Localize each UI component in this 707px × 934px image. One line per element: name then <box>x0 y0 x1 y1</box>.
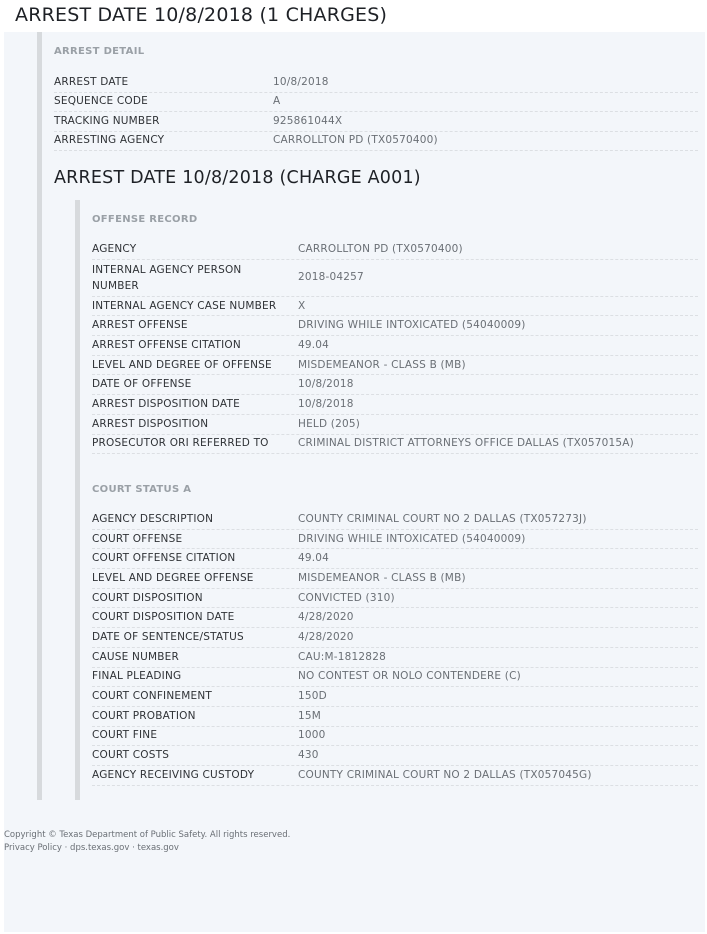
table-row <box>92 746 698 766</box>
field-label: ARREST OFFENSE <box>92 319 188 332</box>
field-label: COURT COSTS <box>92 749 170 762</box>
court-status-label: COURT STATUS A <box>92 484 192 495</box>
table-row <box>92 356 698 376</box>
field-value: DRIVING WHILE INTOXICATED (54040009) <box>298 532 526 545</box>
table-row <box>92 589 698 609</box>
field-label: LEVEL AND DEGREE OF OFFENSE <box>92 358 272 371</box>
field-value: CONVICTED (310) <box>298 591 395 604</box>
privacy-policy-link[interactable]: Privacy Policy <box>4 842 62 853</box>
field-value: HELD (205) <box>298 417 361 430</box>
copyright-text: Copyright © Texas Department of Public Safety. All rights reserved. <box>4 830 291 840</box>
charge-section-rule <box>75 200 80 800</box>
court-status-table <box>92 510 698 786</box>
table-row <box>92 687 698 707</box>
field-label: FINAL PLEADING <box>92 670 182 683</box>
field-value: CARROLLTON PD (TX0570400) <box>273 134 438 147</box>
field-value: NO CONTEST OR NOLO CONTENDERE (C) <box>298 670 521 683</box>
link-separator: · <box>132 842 135 853</box>
field-value: 10/8/2018 <box>273 75 329 88</box>
field-label: INTERNAL AGENCY CASE NUMBER <box>92 299 277 312</box>
field-value: 10/8/2018 <box>298 397 354 410</box>
field-value: 15M <box>298 709 322 722</box>
arrest-detail-label: ARREST DETAIL <box>54 46 145 57</box>
field-value: 10/8/2018 <box>298 378 354 391</box>
field-value: DRIVING WHILE INTOXICATED (54040009) <box>298 319 526 332</box>
field-label: ARREST DISPOSITION DATE <box>92 397 240 410</box>
table-row <box>92 510 698 530</box>
table-row <box>54 132 698 152</box>
field-label: COURT DISPOSITION DATE <box>92 611 235 624</box>
field-value: COUNTY CRIMINAL COURT NO 2 DALLAS (TX057045G) <box>298 768 592 781</box>
field-value: A <box>273 95 281 108</box>
field-label: AGENCY RECEIVING CUSTODY <box>92 768 255 781</box>
field-value: MISDEMEANOR - CLASS B (MB) <box>298 571 466 584</box>
field-value: 4/28/2020 <box>298 630 354 643</box>
field-label: COURT OFFENSE CITATION <box>92 552 236 565</box>
field-label: COURT FINE <box>92 729 158 742</box>
field-label: ARRESTING AGENCY <box>54 134 165 147</box>
field-value: 150D <box>298 690 327 703</box>
offense-record-label: OFFENSE RECORD <box>92 214 198 225</box>
field-value: 430 <box>298 749 319 762</box>
table-row <box>92 435 698 455</box>
field-label: COURT PROBATION <box>92 709 196 722</box>
field-value: CRIMINAL DISTRICT ATTORNEYS OFFICE DALLAS (TX057015A) <box>298 437 634 450</box>
table-row <box>54 112 698 132</box>
arrest-section-rule <box>37 32 42 800</box>
table-row <box>92 766 698 786</box>
table-row <box>92 648 698 668</box>
field-value: COUNTY CRIMINAL COURT NO 2 DALLAS (TX057273J) <box>298 512 587 525</box>
page-title: ARREST DATE 10/8/2018 (1 CHARGES) <box>15 4 388 26</box>
table-row <box>92 668 698 688</box>
offense-record-table <box>92 240 698 454</box>
dps-site-link[interactable]: dps.texas.gov <box>70 842 130 853</box>
field-label: TRACKING NUMBER <box>54 114 160 127</box>
table-row <box>92 530 698 550</box>
table-row <box>54 93 698 113</box>
field-label: COURT CONFINEMENT <box>92 690 213 703</box>
field-value: 49.04 <box>298 552 330 565</box>
table-row <box>92 297 698 317</box>
field-value: 4/28/2020 <box>298 611 354 624</box>
field-value: 1000 <box>298 729 326 742</box>
table-row <box>92 240 698 260</box>
table-row <box>92 569 698 589</box>
field-label: SEQUENCE CODE <box>54 95 148 108</box>
field-value: MISDEMEANOR - CLASS B (MB) <box>298 358 466 371</box>
field-label: PROSECUTOR ORI REFERRED TO <box>92 437 269 450</box>
footer-links <box>4 842 290 855</box>
field-value: 925861044X <box>273 114 343 127</box>
table-row <box>92 336 698 356</box>
field-value: CARROLLTON PD (TX0570400) <box>298 242 463 255</box>
field-value: CAU:M-1812828 <box>298 650 386 663</box>
field-label: COURT DISPOSITION <box>92 591 203 604</box>
page-footer <box>4 829 290 854</box>
field-label: AGENCY <box>92 242 137 255</box>
field-label: CAUSE NUMBER <box>92 650 179 663</box>
field-label: LEVEL AND DEGREE OFFENSE <box>92 571 254 584</box>
field-value: 49.04 <box>298 338 330 351</box>
arrest-detail-table <box>54 73 698 151</box>
table-row <box>92 415 698 435</box>
table-row <box>92 727 698 747</box>
field-label: DATE OF SENTENCE/STATUS <box>92 630 244 643</box>
table-row <box>92 395 698 415</box>
charge-title: ARREST DATE 10/8/2018 (CHARGE A001) <box>54 168 421 188</box>
table-row <box>92 316 698 336</box>
table-row <box>92 707 698 727</box>
field-label: ARREST DATE <box>54 75 129 88</box>
field-label: AGENCY DESCRIPTION <box>92 512 214 525</box>
table-row <box>92 375 698 395</box>
field-label: INTERNAL AGENCY PERSON NUMBER <box>92 263 242 292</box>
table-row <box>92 549 698 569</box>
texas-site-link[interactable]: texas.gov <box>137 842 179 853</box>
table-row <box>92 608 698 628</box>
link-separator: · <box>64 842 68 853</box>
field-label: ARREST DISPOSITION <box>92 417 209 430</box>
table-row <box>92 260 698 297</box>
field-label: DATE OF OFFENSE <box>92 378 192 391</box>
content-panel <box>4 32 705 932</box>
table-row <box>54 73 698 93</box>
table-row <box>92 628 698 648</box>
field-value: 2018-04257 <box>298 271 364 284</box>
field-label: ARREST OFFENSE CITATION <box>92 338 241 351</box>
field-value: X <box>298 299 306 312</box>
field-label: COURT OFFENSE <box>92 532 183 545</box>
